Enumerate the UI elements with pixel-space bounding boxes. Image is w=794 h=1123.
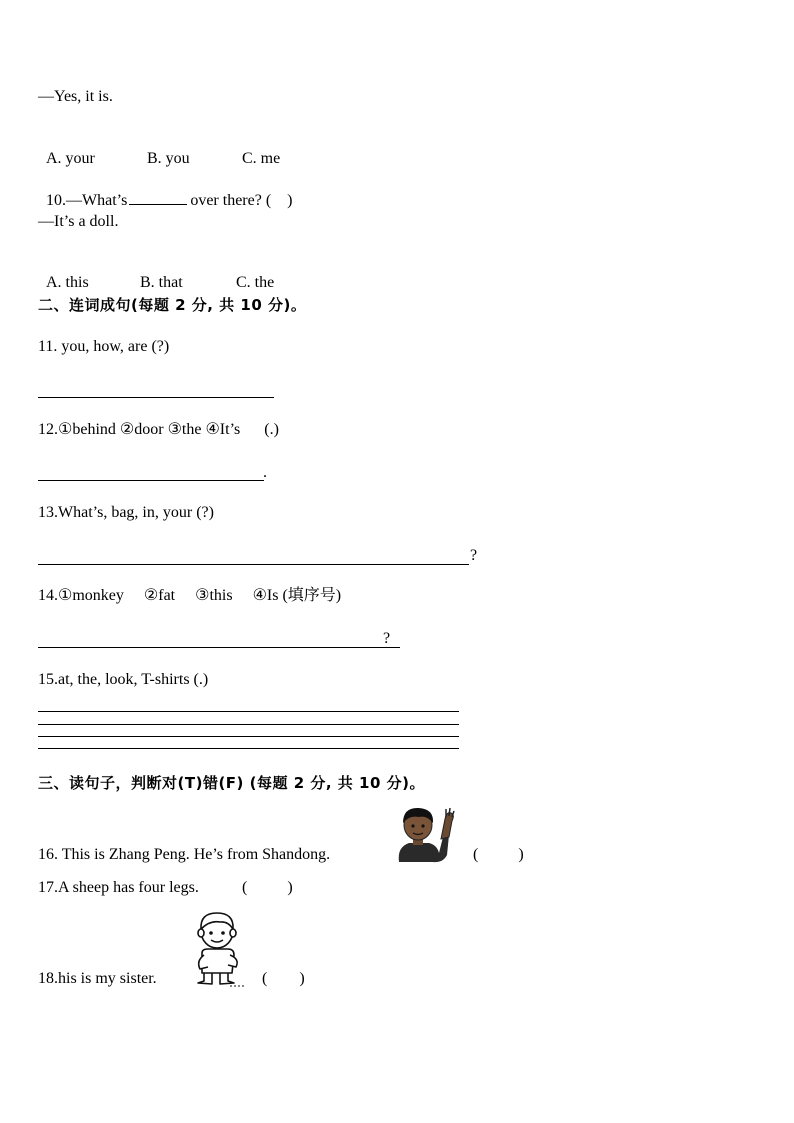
q9-options xyxy=(38,129,280,169)
q10-answer-line: —It’s a doll. xyxy=(38,213,119,230)
q15-writing-line-1[interactable] xyxy=(38,711,459,712)
q13-prompt: 13.What’s, bag, in, your (?) xyxy=(38,504,214,521)
q10-option-c: C. the xyxy=(236,274,275,291)
section3-heading: 三、读句子，判断对(T)错(F) (每题 2 分, 共 10 分)。 xyxy=(38,774,425,792)
q10-options xyxy=(38,253,274,293)
q11-answer-line[interactable] xyxy=(38,397,274,398)
q12-prompt: 12.①behind ②door ③the ④It’s (.) xyxy=(38,421,279,438)
q13-end-mark: ? xyxy=(470,547,478,564)
q9-option-a: A. your xyxy=(46,150,95,167)
q15-writing-line-4[interactable] xyxy=(38,748,459,749)
section2-heading: 二、连词成句(每题 2 分, 共 10 分)。 xyxy=(38,296,307,314)
q15-writing-line-2[interactable] xyxy=(38,724,459,725)
q16-answer-paren[interactable]: ( ) xyxy=(473,846,524,863)
q10-suffix: over there? ( ) xyxy=(190,192,293,209)
q11-prompt: 11. you, how, are (?) xyxy=(38,338,170,355)
q17-sentence: 17.A sheep has four legs. xyxy=(38,879,199,896)
q9-answer-line: —Yes, it is. xyxy=(38,88,113,105)
q14-answer-line[interactable] xyxy=(38,647,400,648)
q10-prefix: 10.—What’s xyxy=(46,192,128,209)
cartoon-boy-icon xyxy=(190,909,248,987)
q9-option-c: C. me xyxy=(242,150,281,167)
q12-end-mark: . xyxy=(263,464,267,481)
q18-sentence: 18.his is my sister. xyxy=(38,970,157,987)
q9-option-b: B. you xyxy=(147,150,190,167)
q18-answer-paren[interactable]: ( ) xyxy=(262,970,305,987)
q10-question xyxy=(38,170,293,211)
q17-answer-paren[interactable]: ( ) xyxy=(242,879,293,896)
waving-boy-icon xyxy=(393,805,459,863)
q14-end-mark: ? xyxy=(383,630,391,647)
q16-sentence: 16. This is Zhang Peng. He’s from Shandong. xyxy=(38,846,331,863)
q12-answer-line[interactable] xyxy=(38,480,264,481)
q10-option-b: B. that xyxy=(140,274,183,291)
q13-answer-line[interactable] xyxy=(38,564,469,565)
q10-blank[interactable] xyxy=(129,190,187,205)
q15-writing-line-3[interactable] xyxy=(38,736,459,737)
q14-prompt: 14.①monkey ②fat ③this ④Is (填序号) xyxy=(38,587,342,604)
q10-option-a: A. this xyxy=(46,274,89,291)
q15-prompt: 15.at, the, look, T-shirts (.) xyxy=(38,671,209,688)
